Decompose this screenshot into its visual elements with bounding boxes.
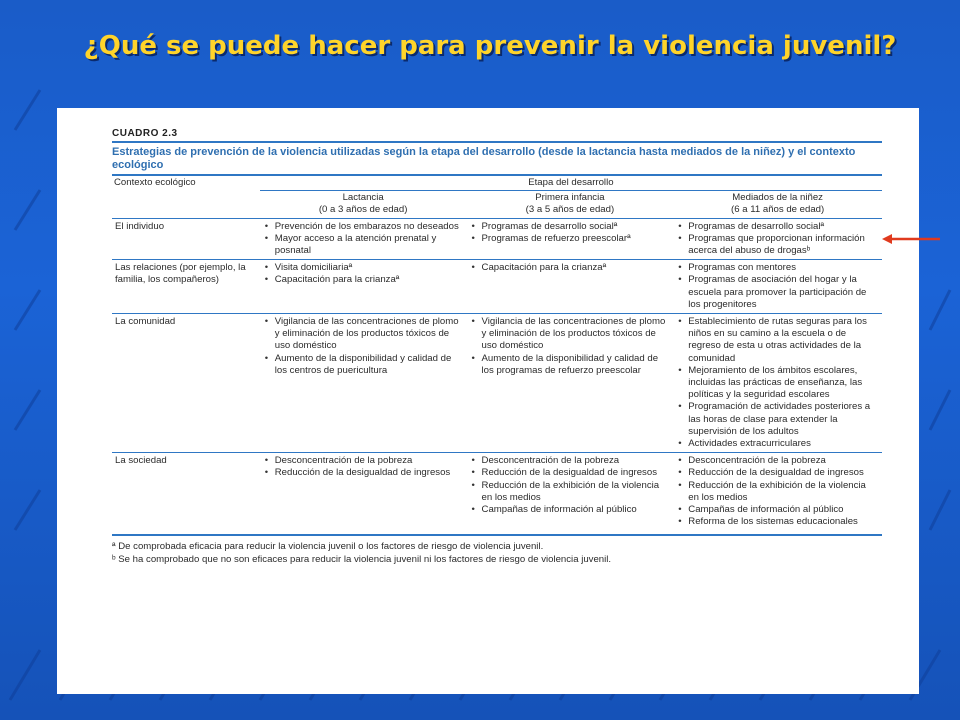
footnotes (112, 534, 882, 566)
strategy-cell (673, 260, 882, 314)
list-item: • Campañas de información al público (470, 504, 671, 516)
list-item: • Capacitación para la crianzaª (470, 262, 671, 274)
list-item: • Capacitación para la crianzaª (263, 274, 464, 286)
context-cell: La sociedad (112, 453, 260, 531)
list-item: • Campañas de información al público (676, 504, 879, 516)
strategy-list (676, 262, 879, 311)
list-item: • Desconcentración de la pobreza (676, 455, 879, 467)
list-item: • Reducción de la exhibición de la violencia en los medios (676, 480, 879, 504)
list-item: • Vigilancia de las concentraciones de plomo y eliminación de los productos tóxicos de uso doméstico (470, 316, 671, 353)
table-row (112, 260, 882, 314)
list-item: • Programación de actividades posteriores a las horas de clase para extender la supervisión de los adultos (676, 401, 879, 438)
list-item: • Programas que proporcionan información acerca del abuso de drogasᵇ (676, 233, 879, 257)
strategy-cell (673, 218, 882, 260)
strategies-table (112, 176, 882, 530)
header-primera-infancia: Primera infancia (3 a 5 años de edad) (525, 192, 615, 216)
table-row (112, 218, 882, 260)
list-item: • Vigilancia de las concentraciones de plomo y eliminación de los productos tóxicos de uso doméstico (263, 316, 464, 353)
strategy-cell (260, 453, 467, 531)
header-mediados-ninez: Mediados de la niñez (6 a 11 años de edad) (731, 192, 825, 216)
list-item: • Visita domiciliariaª (263, 262, 464, 274)
list-item: • Reducción de la desigualdad de ingresos (470, 467, 671, 479)
strategy-cell (467, 453, 674, 531)
list-item: • Mejoramiento de los ámbitos escolares, incluidas las prácticas de enseñanza, las políticas y la seguridad escolares (676, 365, 879, 402)
table-row (112, 453, 882, 531)
strategy-cell (260, 314, 467, 453)
strategy-list (263, 262, 464, 286)
table-caption: Estrategias de prevención de la violencia utilizadas según la etapa del desarrollo (desde la lactancia hasta mediados de la niñez) y el contexto ecológico (112, 143, 882, 176)
strategy-list (263, 221, 464, 258)
list-item: • Programas de refuerzo preescolarª (470, 233, 671, 245)
header-context: Contexto ecológico (114, 177, 196, 189)
strategy-list (676, 455, 879, 528)
list-item: • Reducción de la exhibición de la violencia en los medios (470, 480, 671, 504)
list-item: • Aumento de la disponibilidad y calidad de los centros de puericultura (263, 353, 464, 377)
slide-title: ¿Qué se puede hacer para prevenir la violencia juvenil? (83, 31, 897, 61)
list-item: • Programas con mentores (676, 262, 879, 274)
strategy-list (676, 316, 879, 450)
list-item: • Programas de asociación del hogar y la escuela para promover la participación de los progenitores (676, 274, 879, 311)
table-label: CUADRO 2.3 (112, 128, 882, 143)
strategy-cell (673, 453, 882, 531)
list-item: • Reducción de la desigualdad de ingresos (676, 467, 879, 479)
strategy-list (470, 316, 671, 377)
document-body (112, 128, 882, 566)
list-item: • Establecimiento de rutas seguras para los niños en su camino a la escuela o de regreso de esta u otras actividades de la comunidad (676, 316, 879, 365)
strategy-cell (260, 218, 467, 260)
strategy-cell (260, 260, 467, 314)
list-item: • Actividades extracurriculares (676, 438, 879, 450)
strategy-list (470, 221, 671, 245)
strategy-cell (673, 314, 882, 453)
table-row (112, 314, 882, 453)
list-item: • Programas de desarrollo socialª (676, 221, 879, 233)
list-item: • Aumento de la disponibilidad y calidad de los programas de refuerzo preescolar (470, 353, 671, 377)
list-item: • Reforma de los sistemas educacionales (676, 516, 879, 528)
strategy-list (676, 221, 879, 258)
arrow-left-icon (882, 233, 942, 245)
list-item: • Mayor acceso a la atención prenatal y posnatal (263, 233, 464, 257)
table-body (112, 218, 882, 530)
list-item: • Desconcentración de la pobreza (470, 455, 671, 467)
footnote-a: ª De comprobada eficacia para reducir la violencia juvenil o los factores de riesgo de violencia juvenil. (112, 541, 544, 553)
strategy-cell (467, 260, 674, 314)
scanned-table-image (57, 108, 919, 694)
strategy-list (470, 455, 671, 516)
footnote-b: ᵇ Se ha comprobado que no son eficaces para reducir la violencia juvenil ni los factores de riesgo de violencia juvenil. (112, 554, 612, 566)
header-lactancia: Lactancia (0 a 3 años de edad) (318, 192, 408, 216)
strategy-list (470, 262, 671, 274)
list-item: • Programas de desarrollo socialª (470, 221, 671, 233)
list-item: • Desconcentración de la pobreza (263, 455, 464, 467)
list-item: • Prevención de los embarazos no deseados (263, 221, 464, 233)
strategy-cell (467, 218, 674, 260)
list-item: • Reducción de la desigualdad de ingresos (263, 467, 464, 479)
strategy-list (263, 455, 464, 479)
context-cell: Las relaciones (por ejemplo, la familia, los compañeros) (112, 260, 260, 314)
strategy-cell (467, 314, 674, 453)
strategy-list (263, 316, 464, 377)
context-cell: El individuo (112, 218, 260, 260)
context-cell: La comunidad (112, 314, 260, 453)
header-stage: Etapa del desarrollo (260, 176, 882, 191)
